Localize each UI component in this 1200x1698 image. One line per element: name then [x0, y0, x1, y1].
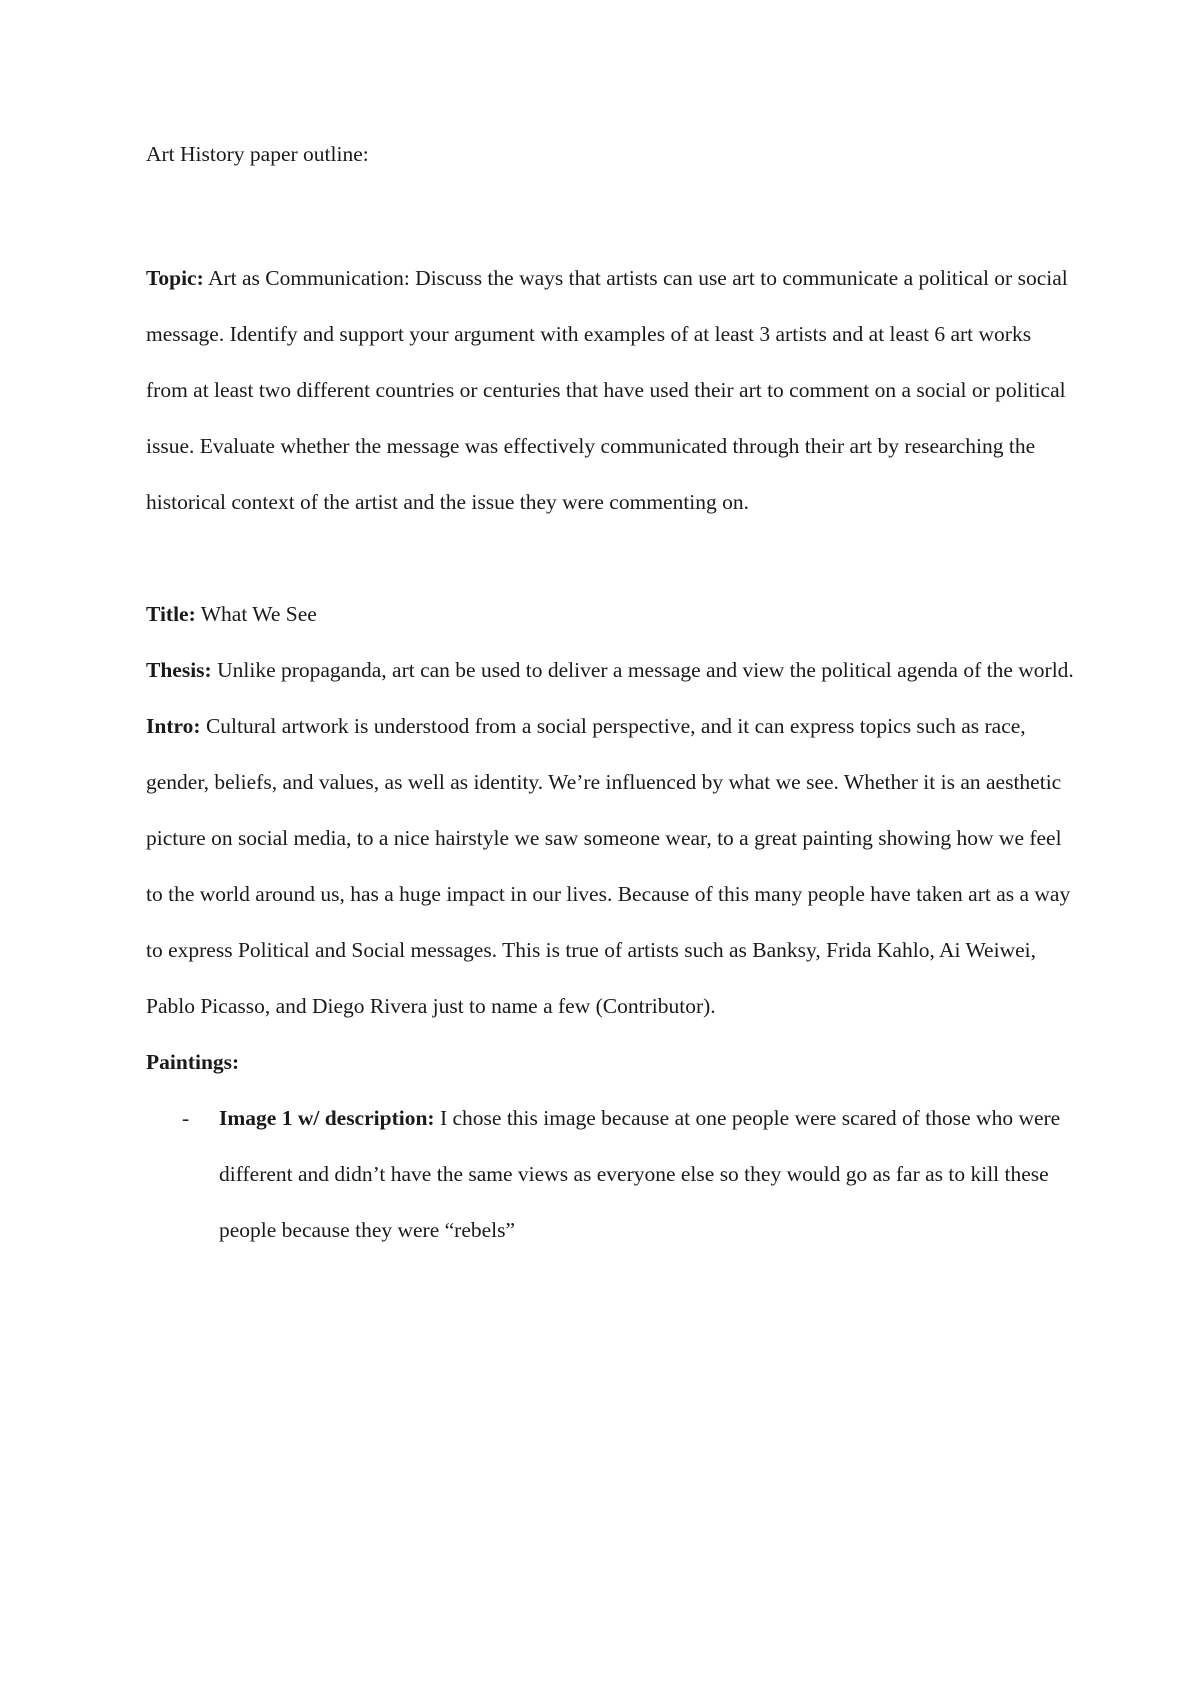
thesis-paragraph [146, 642, 1076, 698]
intro-text: Cultural artwork is understood from a social perspective, and it can express topics such as race, gender, beliefs, and values, as well as identity. We’re influenced by what we see. Whether it is an aesthetic picture on social media, to a nice hairstyle we saw someone wear, to a great painting showing how we feel to the world around us, has a huge impact in our lives. Because of this many people have taken art as a way to express Political and Social messages. This is true of artists such as Banksy, Frida Kahlo, Ai Weiwei, Pablo Picasso, and Diego Rivera just to name a few (Contributor). [146, 714, 1071, 1018]
image-1-text: I chose this image because at one people were scared of those who were different and didn’t have the same views as everyone else so they would go as far as to kill these people because they were “rebels” [219, 1106, 1061, 1242]
list-item [146, 1090, 1076, 1258]
intro-label: Intro: [146, 714, 201, 738]
intro-paragraph [146, 698, 1076, 1034]
list-bullet: - [182, 1106, 190, 1130]
title-label: Title: [146, 602, 196, 626]
image-1-label: Image 1 w/ description: [219, 1106, 435, 1130]
title-text: What We See [200, 602, 317, 626]
paintings-list [146, 1090, 1076, 1258]
topic-text: Art as Communication: Discuss the ways that artists can use art to communicate a political or social message. Identify and support your argument with examples of at least 3 artists and at least 6 art works from at least two different countries or centuries that have used their art to comment on a social or political issue. Evaluate whether the message was effectively communicated through their art by researching the historical context of the artist and the issue they were commenting on. [146, 266, 1068, 514]
title-paragraph [146, 586, 1076, 642]
paintings-heading [146, 1034, 1076, 1090]
document-heading: Art History paper outline: [146, 142, 369, 166]
thesis-label: Thesis: [146, 658, 212, 682]
thesis-text: Unlike propaganda, art can be used to deliver a message and view the political agenda of the world. [217, 658, 1074, 682]
topic-paragraph [146, 250, 1076, 530]
document-body [146, 140, 1076, 1258]
topic-label: Topic: [146, 266, 204, 290]
paintings-label: Paintings: [146, 1050, 240, 1074]
